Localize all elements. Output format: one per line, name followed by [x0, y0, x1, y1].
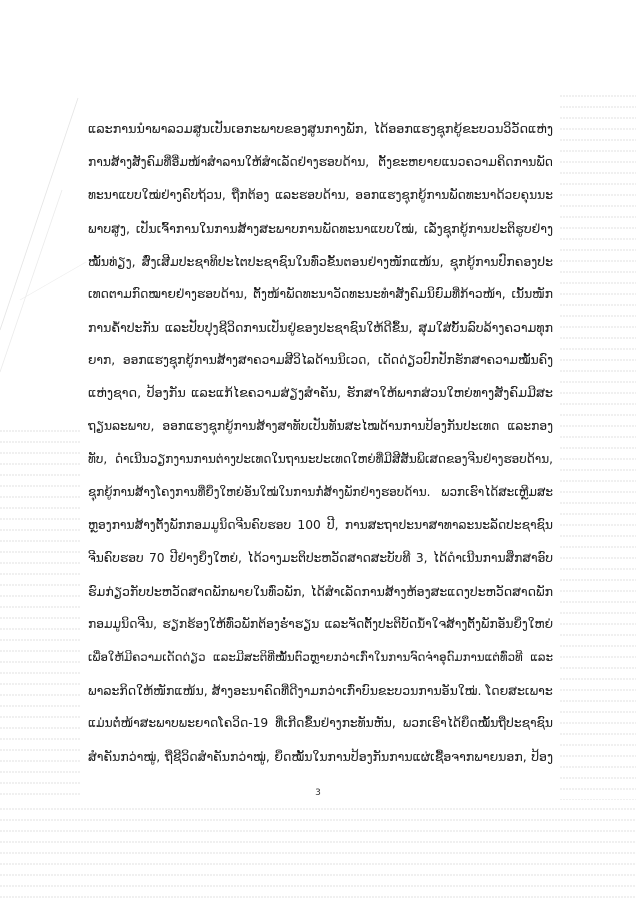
text-line	[88, 179, 553, 212]
text-line-text: ຫຼອງການສ້າງຕັ້ງພັກກອມມູນິດຈີນຄົບຮອບ 100 ປີ, ການສະຖາປະນາສາທາລະນະລັດປະຊາຊົນ	[88, 518, 553, 532]
text-line-text: ຈີນຄົບຮອບ 70 ປີຢ່າງຍິ່ງໃຫຍ່, ໄດ້ວາງມະຕິປະຫວັດສາດສະບັບທີ 3, ໄດ້ດຳເນີນການສຶກສາອົບ	[88, 551, 553, 565]
text-line	[88, 476, 553, 509]
text-line	[88, 707, 553, 740]
text-line-text: ທະນາແບບໃໝ່ຢ່າງຄົບຖ້ວນ, ຖືກຕ້ອງ ແລະຮອບດ້ານ, ອອກແຮງຊຸກຍູ້ການພັດທະນາດ້ວຍຄຸນນະ	[88, 188, 553, 202]
text-line	[88, 509, 553, 542]
text-line-text: ພາບສູງ, ເປັນເຈົ້າການໃນການສ້າງສະພາບການພັດທະນາແບບໃໝ່, ເລັ່ງຊຸກຍູ້ການປະຕິຮູບຢ່າງ	[88, 221, 553, 236]
scan-dot-pattern-left	[0, 430, 80, 800]
text-line	[88, 146, 553, 179]
text-line	[88, 740, 553, 773]
text-line-text: ຍາກ, ອອກແຮງຊຸກຍູ້ການສ້າງສາຄວາມສີວິໄລດ້ານນິເວດ, ເດັດດ່ຽວປົກປັກຮັກສາຄວາມໝັ້ນຄົງ	[88, 353, 553, 367]
text-line	[88, 245, 553, 278]
text-line	[88, 410, 553, 443]
text-line-text: ແຫ່ງຊາດ, ປ້ອງກັນ ແລະແກ້ໄຂຄວາມສ່ຽງສຳຄັນ, ຮັກສາໃຫ້ພາກສ່ວນໃຫຍ່ທາງສັງຄົມມີສະ	[88, 386, 553, 401]
text-line-text: ການສ້າງສັງຄົມທີ່ອີ່ມໜ້າສຳລານໃຫ້ສຳເລັດຢ່າງຮອບດ້ານ, ຕັ້ງຂະຫຍາຍແນວຄວາມຄິດການພັດ	[88, 155, 553, 169]
text-line	[88, 674, 553, 707]
text-line	[88, 443, 553, 476]
text-line-text: ຮົມກ່ຽວກັບປະຫວັດສາດພັກພາຍໃນທົ່ວພັກ, ໄດ້ສຳເລັດການສ້າງຫ້ອງສະແດງປະຫວັດສາດພັກ	[88, 584, 553, 599]
text-line-text: ພາລະກິດໃຫ້ໜັກແໜ້ນ, ສ້າງອະນາຄົດທີ່ດີງາມກວ່າເກົ່າບົນຂະບວນການອັນໃໝ່. ໂດຍສະເພາະ	[88, 683, 553, 698]
page-number: 3	[315, 788, 321, 798]
text-line	[88, 542, 553, 575]
text-line-text: ທັບ, ດຳເນີນວຽກງານການຕ່າງປະເທດໃນຖານະປະເທດໃຫຍ່ທີ່ມີສີສັນພິເສດຂອງຈີນຢ່າງຮອບດ້ານ,	[88, 452, 553, 466]
text-line	[88, 608, 553, 641]
text-line	[88, 311, 553, 344]
text-line	[88, 113, 553, 146]
scan-diagonal-line	[20, 262, 86, 300]
text-line	[88, 575, 553, 608]
scan-dot-pattern-right	[560, 95, 636, 800]
text-line-text: ແມ່ນຕໍ່ໜ້າສະພາບພະຍາດໂຄວິດ-19 ທີ່ເກີດຂຶ້ນຢ່າງກະທັນຫັນ, ພວກເຮົາໄດ້ຍຶດໝັ້ນຖືປະຊາຊົນ	[88, 716, 553, 730]
scan-diagonal-line	[0, 190, 62, 372]
body-text	[88, 113, 553, 773]
text-line-text: ຊຸກຍູ້ການສ້າງໂຄງການທີ່ຍິ່ງໃຫຍ່ອັນໃໝ່ໃນການກໍ່ສ້າງພັກຢ່າງຮອບດ້ານ. ພວກເຮົາໄດ້ສະເຫຼີມສະ	[88, 485, 553, 499]
text-line-text: ການຄ້ຳປະກັນ ແລະປັບປຸງຊີວິດການເປັນຢູ່ຂອງປະຊາຊົນໃຫ້ດີຂຶ້ນ, ສຸມໃສ່ບັ້ນລົບລ້າງຄວາມທຸກ	[88, 320, 553, 335]
text-line-text: ເທດຕາມກົດໝາຍຢ່າງຮອບດ້ານ, ຕັ້ງໜ້າພັດທະນາວັດທະນະທຳສັງຄົມນິຍົມທີ່ກ້າວໜ້າ, ເນັ້ນໜັກ	[88, 287, 553, 301]
text-line	[88, 278, 553, 311]
text-line	[88, 641, 553, 674]
text-line-text: ເພື່ອໃຫ້ມີຄວາມເດັດດ່ຽວ ແລະມີສະຕິທີ່ໝັ້ນຕົວຫຼາຍກວ່າເກົ່າໃນການຈົດຈຳອຸດົມການແຕ່ທົ່ວທີ ແລະ	[88, 650, 553, 664]
text-line	[88, 344, 553, 377]
text-line-text: ກອມມູນິດຈີນ, ຮຽກຮ້ອງໃຫ້ທົ່ວພັກຕ້ອງຮ່ຳຮຽນ ແລະຈັດຕັ້ງປະຕິບັດນ້ຳໃຈສ້າງຕັ້ງພັກອັນຍິ່ງໃຫຍ່	[88, 617, 553, 631]
text-line	[88, 212, 553, 245]
text-line-text: ຖຽນລະພາບ, ອອກແຮງຊຸກຍູ້ການສ້າງສາທັບເປັນທັນສະໄໝດ້ານການປ້ອງກັນປະເທດ ແລະກອງ	[88, 419, 553, 433]
text-line-text: ໝັ້ນທ່ຽງ, ສົ່ງເສີມປະຊາທິປະໄຕປະຊາຊົນໃນທົ່ວຂັ້ນຕອນຢ່າງໜັກແໜ້ນ, ຊຸກຍູ້ການປົກຄອງປະ	[88, 254, 553, 269]
text-line	[88, 377, 553, 410]
text-line-text: ສຳຄັນກວ່າໝູ່, ຖືຊີວິດສຳຄັນກວ່າໝູ່, ຍຶດໝັ້ນໃນການປ້ອງກັນການແຜ່ເຊື້ອຈາກພາຍນອກ, ປ້ອງ	[88, 749, 553, 764]
text-line-text: ແລະການນຳພາລວມສູນເປັນເອກະພາບຂອງສູນກາງພັກ, ໄດ້ອອກແຮງຊຸກຍູ້ຂະບວນວິວັດແຫ່ງ	[88, 122, 553, 137]
scan-dot-pattern-bottom	[0, 808, 636, 900]
scan-diagonal-line	[0, 98, 78, 330]
